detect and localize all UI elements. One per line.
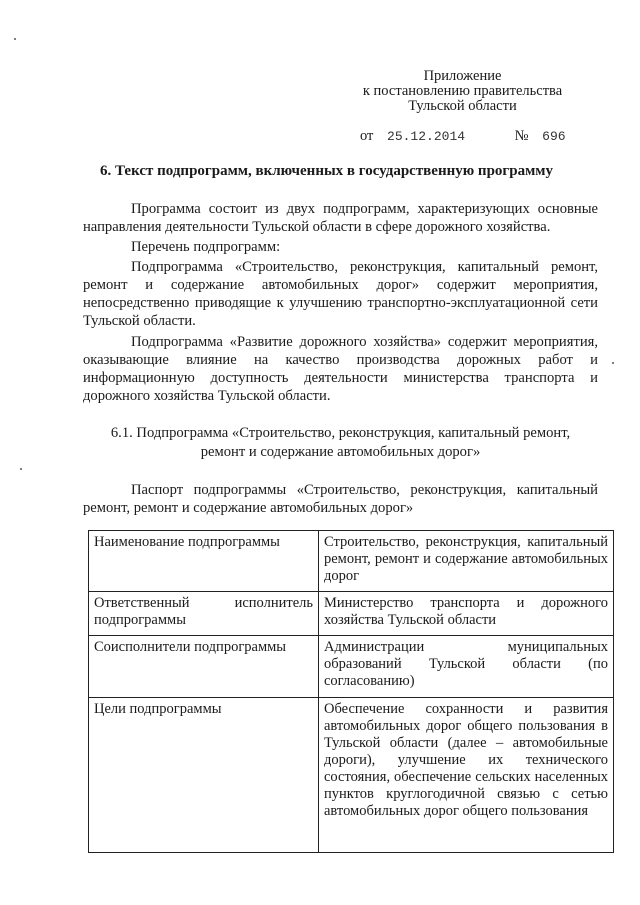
table-label-cell: Наименование подпрограммы	[89, 531, 319, 592]
table-row	[89, 592, 614, 636]
scan-speck	[20, 468, 22, 470]
scan-speck	[612, 362, 614, 364]
passport-table	[88, 530, 614, 853]
date-prefix: от	[360, 128, 374, 144]
order-date: 25.12.2014	[387, 129, 466, 144]
table-row	[89, 698, 614, 853]
table-label-cell: Цели подпрограммы	[89, 698, 319, 853]
appendix-region: Тульской области	[408, 98, 517, 114]
table-value-cell: Обеспечение сохранности и развития автомобильных дорог общего пользования в Тульской области (далее – автомобильные дороги), улучшение их технического состояния, обеспечение сельских населенных пунктов круглогодичной связью с сетью автомобильных дорог общего пользования	[319, 698, 614, 853]
appendix-title: Приложение	[423, 68, 502, 84]
table-value-cell: Администрации муниципальных образований Тульской области (по согласованию)	[319, 636, 614, 698]
subsection-title-line1: 6.1. Подпрограмма «Строительство, реконструкция, капитальный ремонт,	[110, 425, 571, 441]
paragraph-subprogram-list-heading: Перечень подпрограмм:	[131, 239, 281, 255]
order-number: 696	[542, 129, 566, 144]
paragraph-subprogram-construction: Подпрограмма «Строительство, реконструкция, капитальный ремонт, ремонт и содержание автомобильных дорог» содержит мероприятия, непосредственно приводящие к улучшению транспортно-эксплуатационной сети Тульской области.	[83, 259, 598, 329]
table-row	[89, 636, 614, 698]
subsection-title-line2: ремонт и содержание автомобильных дорог»	[200, 444, 481, 460]
paragraph-program-structure: Программа состоит из двух подпрограмм, характеризующих основные направления деятельности Тульской области в сфере дорожного хозяйства.	[83, 201, 598, 235]
passport-intro: Паспорт подпрограммы «Строительство, реконструкция, капитальный ремонт, ремонт и содержание автомобильных дорог»	[83, 482, 598, 516]
subsection-title	[83, 424, 598, 462]
appendix-reference: к постановлению правительства	[362, 83, 563, 99]
section-title: 6. Текст подпрограмм, включенных в государственную программу	[100, 163, 554, 179]
table-value-cell: Министерство транспорта и дорожного хозяйства Тульской области	[319, 592, 614, 636]
paragraph-subprogram-development: Подпрограмма «Развитие дорожного хозяйства» содержит мероприятия, оказывающие влияние на качество производства дорожных работ и информационную доступность деятельности министерства транспорта и дорожного хозяйства Тульской области.	[83, 334, 598, 404]
order-date-number	[360, 127, 600, 146]
number-sign: №	[514, 128, 529, 144]
table-row	[89, 531, 614, 592]
table-value-cell: Строительство, реконструкция, капитальный ремонт, ремонт и содержание автомобильных дорог	[319, 531, 614, 592]
table-label-cell: Ответственный исполнитель подпрограммы	[89, 592, 319, 636]
scan-speck	[14, 38, 16, 40]
table-label-cell: Соисполнители подпрограммы	[89, 636, 319, 698]
appendix-header	[350, 69, 575, 114]
